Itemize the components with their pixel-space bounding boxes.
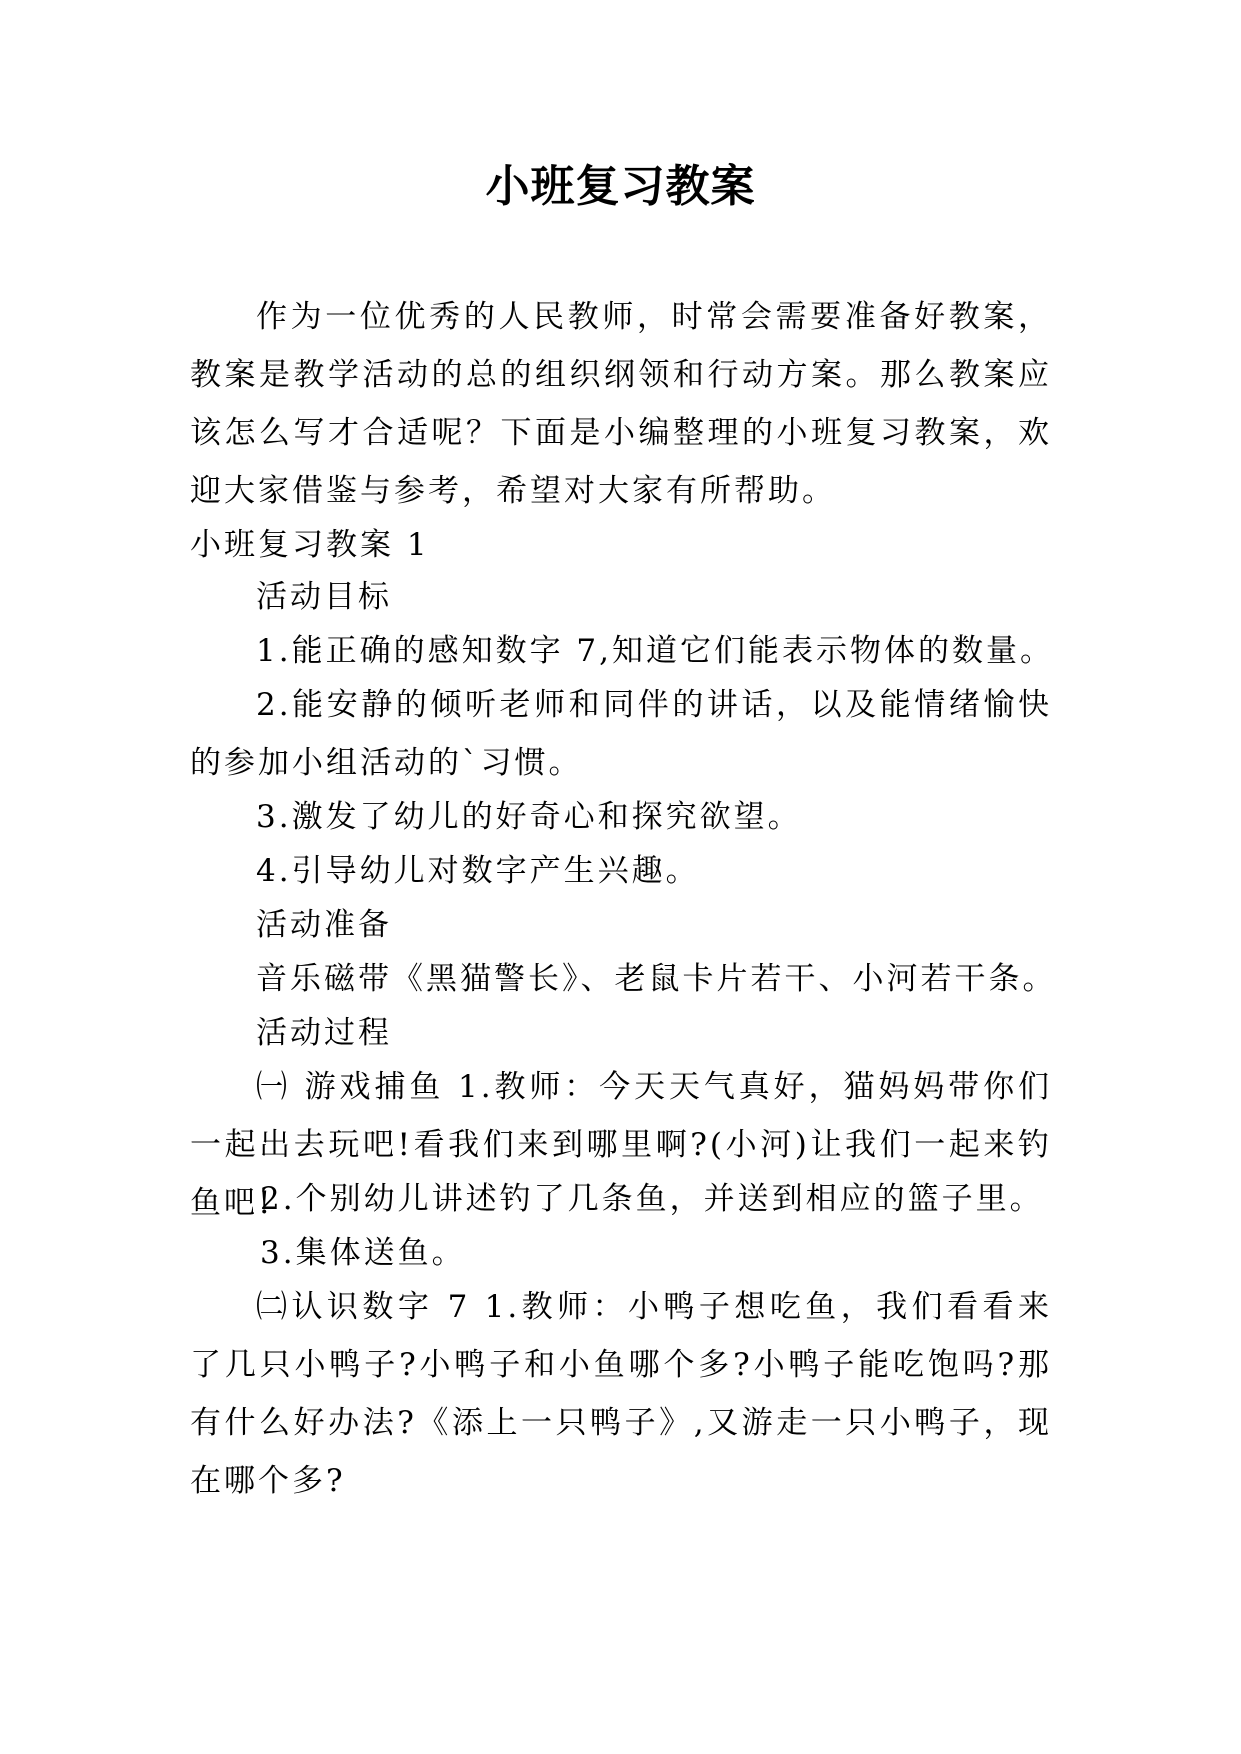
process-step-1: ㈠ 游戏捕鱼 1.教师：今天天气真好，猫妈妈带你们一起出去玩吧!看我们来到哪里啊?(小河)让我们一起来钓鱼吧! bbox=[190, 1069, 1052, 1221]
process-heading: 活动过程 bbox=[256, 1015, 392, 1051]
intro-paragraph: 作为一位优秀的人民教师，时常会需要准备好教案，教案是教学活动的总的组织纲领和行动方案。那么教案应该怎么写才合适呢？下面是小编整理的小班复习教案，欢迎大家借鉴与参考，希望对大家有所帮助。 bbox=[190, 299, 1052, 509]
process-step-3: 3.集体送鱼。 bbox=[260, 1235, 466, 1271]
process-step-2: 2.个别幼儿讲述钓了几条鱼，并送到相应的篮子里。 bbox=[260, 1181, 1044, 1217]
goal-item-2: 2.能安静的倾听老师和同伴的讲话，以及能情绪愉快的参加小组活动的`习惯。 bbox=[190, 687, 1052, 781]
document-title: 小班复习教案 bbox=[485, 161, 756, 212]
section-heading: 小班复习教案 1 bbox=[190, 527, 430, 563]
process-step-4: ㈡认识数字 7 1.教师：小鸭子想吃鱼，我们看看来了几只小鸭子?小鸭子和小鱼哪个多?小鸭子能吃饱吗?那有什么好办法?《添上一只鸭子》,又游走一只小鸭子，现在哪个多? bbox=[190, 1289, 1052, 1499]
goal-item-3: 3.激发了幼儿的好奇心和探究欲望。 bbox=[256, 799, 802, 835]
goal-heading: 活动目标 bbox=[256, 579, 392, 615]
prep-heading: 活动准备 bbox=[256, 907, 392, 943]
prep-text: 音乐磁带《黑猫警长》、老鼠卡片若干、小河若干条。 bbox=[256, 961, 1057, 997]
goal-item-4: 4.引导幼儿对数字产生兴趣。 bbox=[256, 853, 700, 889]
goal-item-1: 1.能正确的感知数字 7,知道它们能表示物体的数量。 bbox=[256, 633, 1055, 669]
